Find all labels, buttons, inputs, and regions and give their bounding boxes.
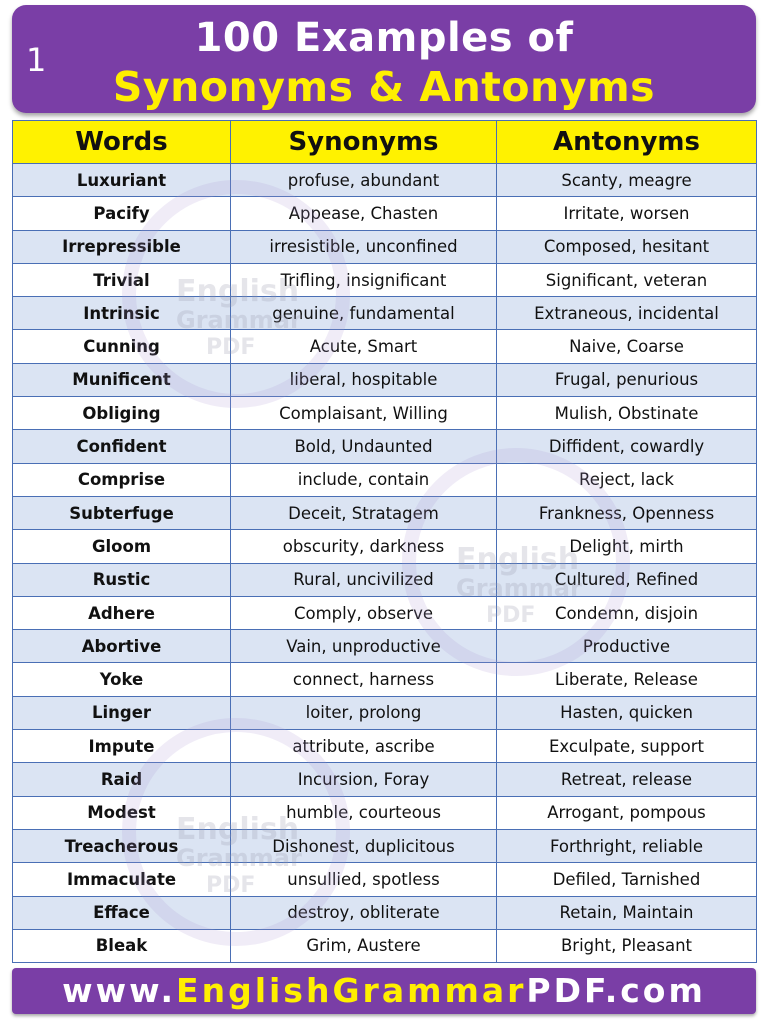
word-cell: Bleak — [13, 929, 231, 962]
table-row — [13, 530, 757, 563]
synonyms-cell: liberal, hospitable — [231, 363, 497, 396]
antonyms-cell: Frankness, Openness — [497, 496, 757, 529]
synonyms-cell: Comply, observe — [231, 596, 497, 629]
word-cell: Munificent — [13, 363, 231, 396]
table-row — [13, 896, 757, 929]
word-cell: Impute — [13, 730, 231, 763]
antonyms-cell: Retain, Maintain — [497, 896, 757, 929]
synonyms-cell: destroy, obliterate — [231, 896, 497, 929]
table-row — [13, 397, 757, 430]
word-cell: Luxuriant — [13, 164, 231, 197]
table-header-row — [13, 121, 757, 164]
synonyms-cell: unsullied, spotless — [231, 863, 497, 896]
antonyms-cell: Productive — [497, 630, 757, 663]
header-synonyms: Synonyms — [231, 121, 497, 164]
word-cell: Comprise — [13, 463, 231, 496]
table-row — [13, 863, 757, 896]
synonyms-cell: irresistible, unconfined — [231, 230, 497, 263]
header-words: Words — [13, 121, 231, 164]
synonyms-cell: obscurity, darkness — [231, 530, 497, 563]
antonyms-cell: Frugal, penurious — [497, 363, 757, 396]
antonyms-cell: Delight, mirth — [497, 530, 757, 563]
table-row — [13, 763, 757, 796]
word-cell: Pacify — [13, 197, 231, 230]
antonyms-cell: Defiled, Tarnished — [497, 863, 757, 896]
word-cell: Rustic — [13, 563, 231, 596]
synonyms-cell: Vain, unproductive — [231, 630, 497, 663]
footer-brand-english: English — [176, 971, 333, 1010]
synonyms-cell: attribute, ascribe — [231, 730, 497, 763]
table-body — [13, 164, 757, 963]
word-cell: Efface — [13, 896, 231, 929]
antonyms-cell: Bright, Pleasant — [497, 929, 757, 962]
header-antonyms: Antonyms — [497, 121, 757, 164]
table-row — [13, 263, 757, 296]
synonyms-cell: genuine, fundamental — [231, 297, 497, 330]
word-cell: Abortive — [13, 630, 231, 663]
table-row — [13, 696, 757, 729]
word-cell: Modest — [13, 796, 231, 829]
synonyms-cell: include, contain — [231, 463, 497, 496]
table-row — [13, 164, 757, 197]
word-cell: Subterfuge — [13, 496, 231, 529]
antonyms-cell: Scanty, meagre — [497, 164, 757, 197]
antonyms-cell: Significant, veteran — [497, 263, 757, 296]
word-cell: Immaculate — [13, 863, 231, 896]
footer-website-banner — [12, 968, 756, 1014]
word-cell: Confident — [13, 430, 231, 463]
synonyms-cell: Appease, Chasten — [231, 197, 497, 230]
antonyms-cell: Mulish, Obstinate — [497, 397, 757, 430]
watermark-text: English — [176, 274, 300, 309]
antonyms-cell: Extraneous, incidental — [497, 297, 757, 330]
word-cell: Linger — [13, 696, 231, 729]
word-cell: Gloom — [13, 530, 231, 563]
table-row — [13, 730, 757, 763]
watermark-text: PDF — [206, 335, 256, 360]
table-row — [13, 197, 757, 230]
table-row — [13, 596, 757, 629]
watermark-text: Grammar — [456, 574, 582, 602]
antonyms-cell: Forthright, reliable — [497, 829, 757, 862]
title-line-2: Synonyms & Antonyms — [112, 63, 656, 111]
synonyms-antonyms-table — [12, 120, 757, 963]
synonyms-cell: Rural, uncivilized — [231, 563, 497, 596]
watermark-text: English — [456, 542, 580, 577]
antonyms-cell: Retreat, release — [497, 763, 757, 796]
synonyms-cell: loiter, prolong — [231, 696, 497, 729]
table-row — [13, 496, 757, 529]
footer-brand-pdf: PDF — [526, 971, 605, 1010]
word-cell: Raid — [13, 763, 231, 796]
word-cell: Cunning — [13, 330, 231, 363]
synonyms-cell: Dishonest, duplicitous — [231, 829, 497, 862]
synonyms-cell: Deceit, Stratagem — [231, 496, 497, 529]
antonyms-cell: Reject, lack — [497, 463, 757, 496]
page-number: 1 — [26, 41, 47, 79]
word-cell: Treacherous — [13, 829, 231, 862]
synonyms-antonyms-table-container — [12, 120, 756, 963]
footer-prefix: www. — [62, 971, 177, 1010]
watermark-text: English — [176, 812, 300, 847]
footer-suffix: .com — [604, 971, 706, 1010]
title-banner — [12, 5, 756, 113]
antonyms-cell: Hasten, quicken — [497, 696, 757, 729]
table-row — [13, 829, 757, 862]
antonyms-cell: Arrogant, pompous — [497, 796, 757, 829]
word-cell: Irrepressible — [13, 230, 231, 263]
synonyms-cell: Complaisant, Willing — [231, 397, 497, 430]
antonyms-cell: Naive, Coarse — [497, 330, 757, 363]
synonyms-cell: Trifling, insignificant — [231, 263, 497, 296]
word-cell: Trivial — [13, 263, 231, 296]
table-row — [13, 929, 757, 962]
antonyms-cell: Composed, hesitant — [497, 230, 757, 263]
antonyms-cell: Condemn, disjoin — [497, 596, 757, 629]
table-row — [13, 330, 757, 363]
synonyms-cell: Grim, Austere — [231, 929, 497, 962]
table-row — [13, 463, 757, 496]
watermark-text: Grammar — [176, 306, 302, 334]
antonyms-cell: Diffident, cowardly — [497, 430, 757, 463]
synonyms-cell: Bold, Undaunted — [231, 430, 497, 463]
synonyms-cell: profuse, abundant — [231, 164, 497, 197]
title-line-1: 100 Examples of — [194, 15, 574, 61]
antonyms-cell: Exculpate, support — [497, 730, 757, 763]
table-row — [13, 430, 757, 463]
synonyms-cell: connect, harness — [231, 663, 497, 696]
table-row — [13, 297, 757, 330]
table-row — [13, 663, 757, 696]
table-row — [13, 563, 757, 596]
synonyms-cell: Incursion, Foray — [231, 763, 497, 796]
antonyms-cell: Liberate, Release — [497, 663, 757, 696]
table-row — [13, 630, 757, 663]
watermark-text: PDF — [206, 873, 256, 898]
antonyms-cell: Irritate, worsen — [497, 197, 757, 230]
footer-brand-grammar: Grammar — [332, 971, 527, 1010]
word-cell: Obliging — [13, 397, 231, 430]
word-cell: Yoke — [13, 663, 231, 696]
table-row — [13, 796, 757, 829]
table-row — [13, 363, 757, 396]
watermark-text: Grammar — [176, 844, 302, 872]
synonyms-cell: humble, courteous — [231, 796, 497, 829]
word-cell: Adhere — [13, 596, 231, 629]
word-cell: Intrinsic — [13, 297, 231, 330]
antonyms-cell: Cultured, Refined — [497, 563, 757, 596]
watermark-text: PDF — [486, 603, 536, 628]
table-row — [13, 230, 757, 263]
synonyms-cell: Acute, Smart — [231, 330, 497, 363]
